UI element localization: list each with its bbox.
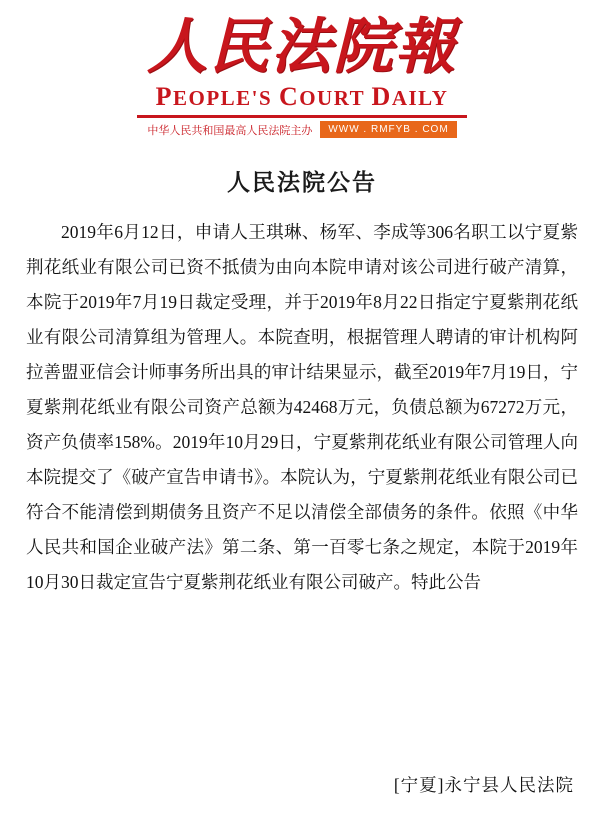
announcement-paragraph: 2019年6月12日，申请人王琪琳、杨军、李成等306名职工以宁夏紫荆花纸业有限公司已资不抵债为由向本院申请对该公司进行破产清算，本院于2019年7月19日裁定受理，并于2019年8月22日指定宁夏紫荆花纸业有限公司清算组为管理人。本院查明，根据管理人聘请的审计机构阿拉善盟亚信会计师事务所出具的审计结果显示，截至2019年7月19日，宁夏紫荆花纸业有限公司资产总额为42468万元，负债总额为67272万元，资产负债率158%。2019年10月29日，宁夏紫荆花纸业有限公司管理人向本院提交了《破产宣告申请书》。本院认为，宁夏紫荆花纸业有限公司已符合不能清偿到期债务且资产不足以清偿全部债务的条件。依照《中华人民共和国企业破产法》第二条、第一百零七条之规定，本院于2019年10月30日裁定宣告宁夏紫荆花纸业有限公司破产。特此公告 bbox=[26, 222, 578, 592]
masthead-subline bbox=[122, 121, 482, 138]
page-title: 人民法院公告 bbox=[227, 170, 377, 195]
masthead-sponsor: 中华人民共和国最高人民法院主办 bbox=[147, 124, 313, 137]
masthead-en-aily: AILY bbox=[391, 86, 449, 110]
masthead-website: WWW . RMFYB . COM bbox=[320, 121, 456, 138]
masthead-en-ourt: OURT bbox=[299, 86, 372, 110]
masthead-title-english bbox=[0, 82, 604, 112]
masthead-en-eople: EOPLE bbox=[172, 86, 252, 110]
masthead-title-chinese: 人民法院報 bbox=[147, 12, 457, 82]
masthead-en-p: P bbox=[155, 82, 173, 111]
masthead bbox=[0, 0, 604, 138]
masthead-en-d: D bbox=[371, 82, 392, 111]
announcement-body bbox=[26, 215, 578, 600]
court-signature: [宁夏]永宁县人民法院 bbox=[393, 775, 574, 795]
masthead-en-c: C bbox=[278, 82, 300, 111]
masthead-divider bbox=[137, 115, 467, 118]
masthead-en-apostrophe-s: 'S bbox=[251, 86, 279, 110]
